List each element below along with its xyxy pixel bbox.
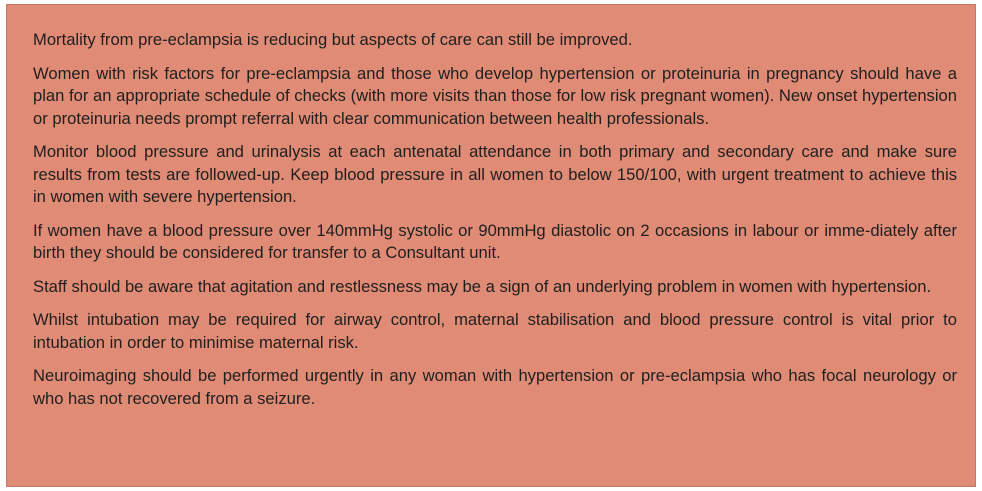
paragraph-mortality: Mortality from pre-eclampsia is reducing but aspects of care can still be improved. (33, 30, 633, 49)
paragraph-intubation: Whilst intubation may be required for airway control, maternal stabilisation and blood pressure control is vital prior to intubation in order to minimise maternal risk. (33, 310, 957, 352)
paragraph-risk-factors: Women with risk factors for pre-eclampsia and those who develop hypertension or proteinuria in pregnancy should have a plan for an appropriate schedule of checks (with more visits than those for low risk pregnant women). New onset hypertension or proteinuria needs prompt referral with clear communication between health professionals. (33, 63, 957, 128)
paragraph-monitoring: Monitor blood pressure and urinalysis at each antenatal attendance in both primary and secondary care and make sure results from tests are followed-up. Keep blood pressure in all women to below 150/100, with urgent treatment to achieve this in women with severe hypertension. (33, 142, 957, 206)
key-messages-box (6, 4, 976, 487)
paragraph-neuroimaging: Neuroimaging should be performed urgently in any woman with hypertension or pre-eclampsia who has focal neurology or who has not recovered from a seizure. (33, 366, 957, 408)
paragraph-agitation: Staff should be aware that agitation and restlessness may be a sign of an underlying problem in women with hypertension. (33, 276, 932, 296)
paragraph-labour-transfer: If women have a blood pressure over 140mmHg systolic or 90mmHg diastolic on 2 occasions in labour or imme-diately after birth they should be considered for transfer to a Consultant unit. (33, 220, 957, 262)
